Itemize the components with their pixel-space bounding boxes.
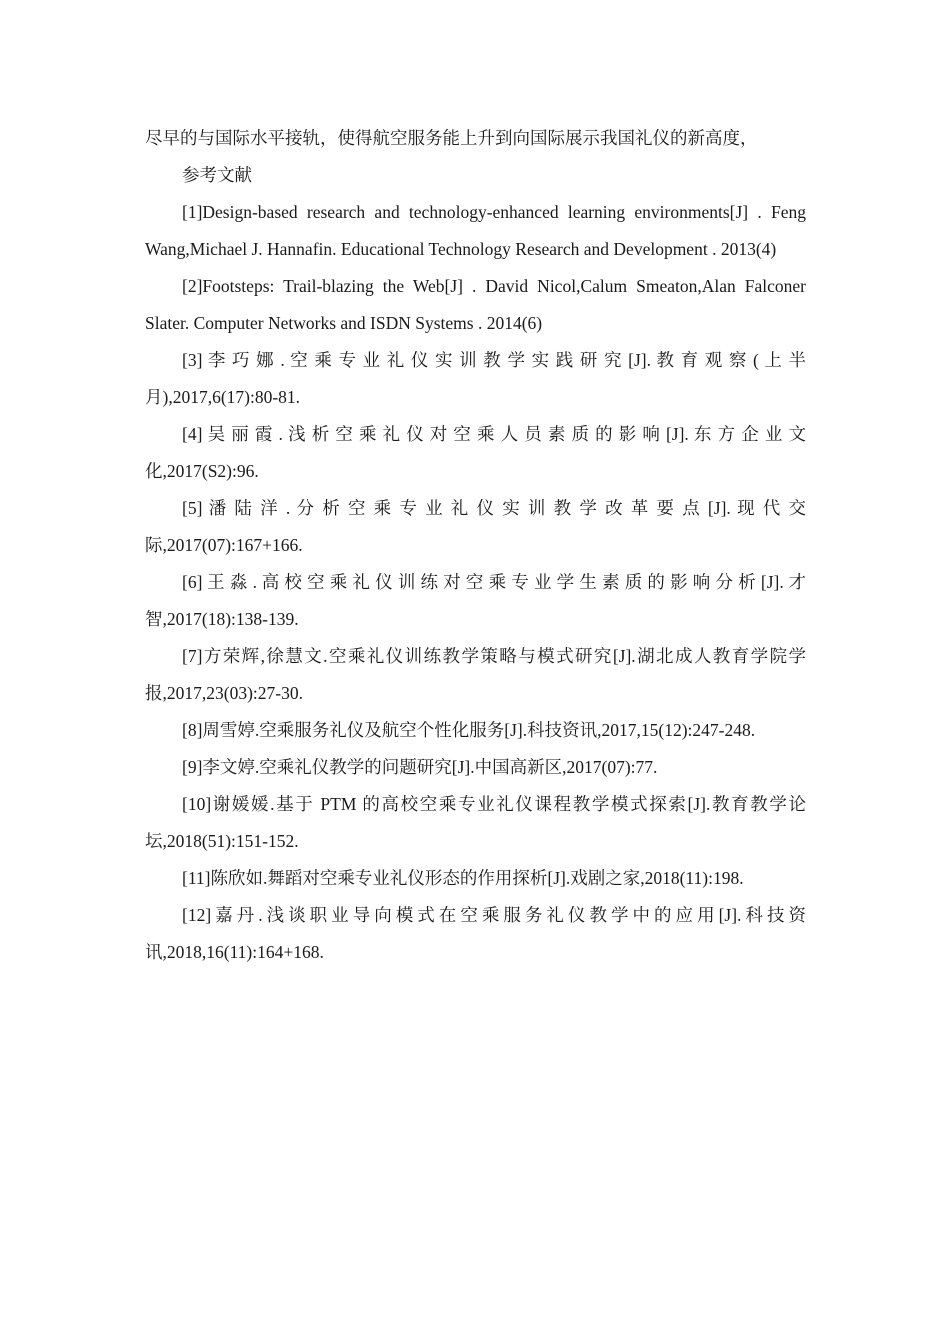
reference-item: [10]谢媛媛.基于 PTM 的高校空乘专业礼仪课程教学模式探索[J].教育教学论坛,2018(51):151-152. <box>145 794 806 851</box>
document-body <box>145 120 806 971</box>
reference-item: [11]陈欣如.舞蹈对空乘专业礼仪形态的作用探析[J].戏剧之家,2018(11):198. <box>182 868 744 888</box>
reference-item: [8]周雪婷.空乘服务礼仪及航空个性化服务[J].科技资讯,2017,15(12):247-248. <box>182 720 756 740</box>
reference-item: [7]方荣辉,徐慧文.空乘礼仪训练教学策略与模式研究[J].湖北成人教育学院学报,2017,23(03):27-30. <box>145 646 806 703</box>
reference-item: [4] 吴 丽 霞 . 浅 析 空 乘 礼 仪 对 空 乘 人 员 素 质 的 影 响 [J]. 东 方 企 业 文 化,2017(S2):96. <box>145 424 806 481</box>
intro-paragraph: 尽早的与国际水平接轨，使得航空服务能上升到向国际展示我国礼仪的新高度， <box>145 128 758 148</box>
reference-item: [2]Footsteps: Trail-blazing the Web[J] . David Nicol,Calum Smeaton,Alan Falconer Slater. Computer Networks and ISDN Systems . 2014(6) <box>145 276 806 333</box>
reference-item: [9]李文婷.空乘礼仪教学的问题研究[J].中国高新区,2017(07):77. <box>182 757 658 777</box>
reference-item: [6] 王 淼 . 高 校 空 乘 礼 仪 训 练 对 空 乘 专 业 学 生 素 质 的 影 响 分 析 [J]. 才 智,2017(18):138-139. <box>145 572 806 629</box>
references-heading: 参考文献 <box>182 165 252 185</box>
reference-item: [1]Design-based research and technology-enhanced learning environments[J] . Feng Wang,Michael J. Hannafin. Educational Technology Research and Development . 2013(4) <box>145 202 806 259</box>
reference-item: [5] 潘 陆 洋 . 分 析 空 乘 专 业 礼 仪 实 训 教 学 改 革 要 点 [J]. 现 代 交 际,2017(07):167+166. <box>145 498 806 555</box>
reference-item: [12]嘉丹.浅谈职业导向模式在空乘服务礼仪教学中的应用[J].科技资讯,2018,16(11):164+168. <box>145 905 806 962</box>
reference-item: [3] 李 巧 娜 . 空 乘 专 业 礼 仪 实 训 教 学 实 践 研 究 [J]. 教 育 观 察 ( 上 半 月),2017,6(17):80-81. <box>145 350 806 407</box>
